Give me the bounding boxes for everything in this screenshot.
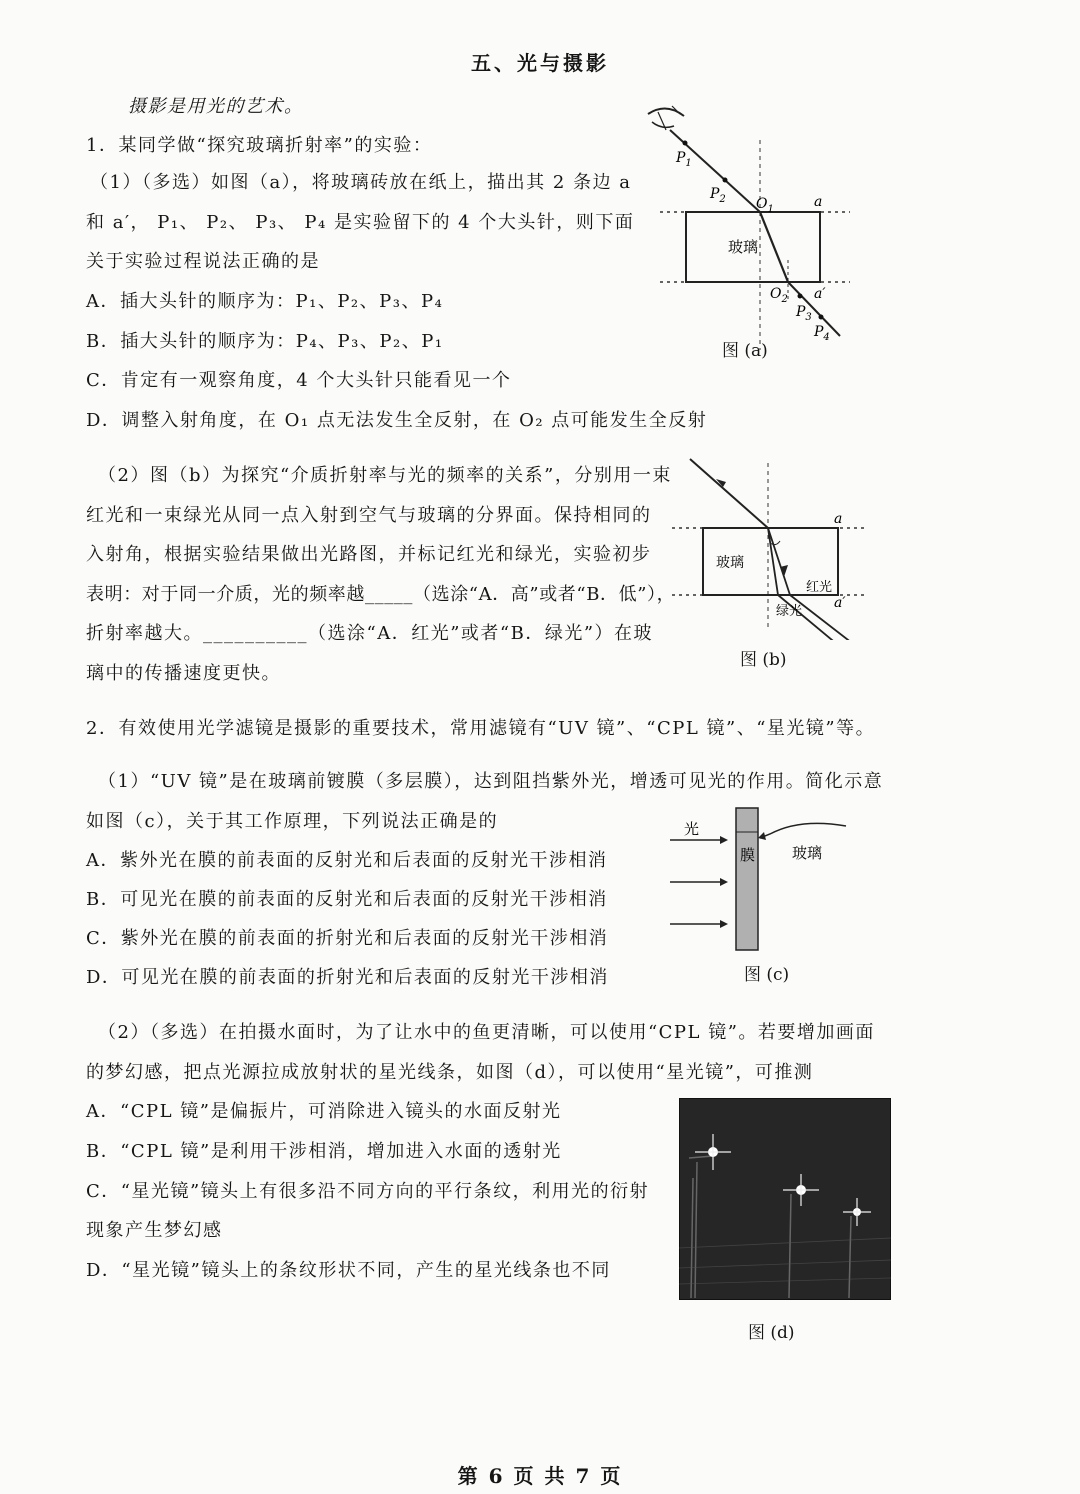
q2-stem: 2．有效使用光学滤镜是摄影的重要技术，常用滤镜有“UV 镜”、“CPL 镜”、“星光镜”等。 xyxy=(86,718,876,739)
q2-option-c2-line1: C．“星光镜”镜头上有很多沿不同方向的平行条纹，利用光的衍射 xyxy=(86,1181,650,1202)
q2-option-d: D．可见光在膜的前表面的折射光和后表面的反射光干涉相消 xyxy=(86,967,609,988)
q2-option-d2: D．“星光镜”镜头上的条纹形状不同，产生的星光线条也不同 xyxy=(86,1260,611,1281)
arrow-icon xyxy=(670,920,728,928)
intro-text: 摄影是用光的艺术。 xyxy=(128,96,304,117)
label-p3: P xyxy=(796,304,806,320)
figure-d-photo xyxy=(679,1098,891,1300)
svg-text:P3: $P_3$ xyxy=(796,304,812,323)
q2-option-a: A．紫外光在膜的前表面的反射光和后表面的反射光干涉相消 xyxy=(86,850,608,871)
svg-text:O1: $O_1$ xyxy=(756,196,774,215)
q1-part2-line4: 表明：对于同一介质，光的频率越_____（选涂“A．高”或者“B．低”）， xyxy=(86,584,676,605)
label-a-prime: a′ xyxy=(814,286,826,302)
label-glass-b: 玻璃 xyxy=(716,555,744,571)
q1-part1-line2: 和 a′， P₁、 P₂、 P₃、 P₄ 是实验留下的 4 个大头针，则下面 xyxy=(86,212,635,233)
q1-part2-line5: 折射率越大。__________（选涂“A．红光”或者“B．绿光”）在玻 xyxy=(86,623,654,644)
label-o2: O xyxy=(770,286,782,302)
svg-text:P1: $P_1$ xyxy=(676,150,692,169)
caption-figure-d: 图 (d) xyxy=(748,1323,795,1343)
q1-part1-line1: （1）（多选）如图（a），将玻璃砖放在纸上，描出其 2 条边 a xyxy=(90,172,632,193)
q1-stem: 1．某同学做“探究玻璃折射率”的实验： xyxy=(86,135,433,156)
label-glass-c: 玻璃 xyxy=(792,844,823,862)
page-title: 五、光与摄影 xyxy=(471,51,609,75)
svg-text:P2: $P_2$ xyxy=(710,186,726,205)
q2-part2-line1: （2）（多选）在拍摄水面时，为了让水中的鱼更清晰，可以使用“CPL 镜”。若要增加画面 xyxy=(98,1022,875,1043)
q1-part1-line3: 关于实验过程说法正确的是 xyxy=(86,251,320,272)
figure-b xyxy=(668,455,878,640)
figure-c xyxy=(660,800,860,960)
caption-figure-c: 图 (c) xyxy=(744,965,790,985)
q2-option-c: C．紫外光在膜的前表面的折射光和后表面的反射光干涉相消 xyxy=(86,928,609,949)
label-o1: O xyxy=(756,196,768,212)
label-glass: 玻璃 xyxy=(728,238,759,256)
q1-part2-line6: 璃中的传播速度更快。 xyxy=(86,663,281,684)
q2-option-a2: A．“CPL 镜”是偏振片，可消除进入镜头的水面反射光 xyxy=(86,1101,562,1122)
svg-text:O2: $O_2$ xyxy=(770,286,788,305)
eye-icon xyxy=(648,106,684,130)
q2-option-b2: B．“CPL 镜”是利用干涉相消，增加进入水面的透射光 xyxy=(86,1141,562,1162)
page-footer: 第 6 页 共 7 页 xyxy=(457,1464,623,1488)
q2-option-c2-line2: 现象产生梦幻感 xyxy=(86,1220,223,1241)
q2-part2-line2: 的梦幻感，把点光源拉成放射状的星光线条，如图（d），可以使用“星光镜”，可推测 xyxy=(86,1062,814,1083)
q1-part2-line2: 红光和一束绿光从同一点入射到空气与玻璃的分界面。保持相同的 xyxy=(86,505,652,526)
label-green-light: 绿光 xyxy=(776,604,803,619)
figure-a xyxy=(640,100,870,370)
q2-part1-line2: 如图（c），关于其工作原理，下列说法正确是的 xyxy=(86,811,499,832)
label-p4: P xyxy=(814,324,824,340)
q2-part1-line1: （1）“UV 镜”是在玻璃前镀膜（多层膜），达到阻挡紫外光，增透可见光的作用。简化示意 xyxy=(98,771,884,792)
label-p2: P xyxy=(710,186,720,202)
label-b-a: a xyxy=(834,511,843,527)
q1-option-a: A．插大头针的顺序为：P₁、P₂、P₃、P₄ xyxy=(86,291,444,312)
q1-option-d: D．调整入射角度，在 O₁ 点无法发生全反射，在 O₂ 点可能发生全反射 xyxy=(86,410,708,431)
q1-part2-line1: （2）图（b）为探究“介质折射率与光的频率的关系”，分别用一束 xyxy=(98,465,672,486)
film-layer xyxy=(736,808,758,950)
caption-figure-b: 图 (b) xyxy=(740,650,787,670)
label-b-a-prime: a′ xyxy=(834,595,846,611)
q1-part2-line3: 入射角，根据实验结果做出光路图，并标记红光和绿光，实验初步 xyxy=(86,544,652,565)
q2-option-b: B．可见光在膜的前表面的反射光和后表面的反射光干涉相消 xyxy=(86,889,608,910)
q1-option-b: B．插大头针的顺序为：P₄、P₃、P₂、P₁ xyxy=(86,331,444,352)
caption-figure-a: 图 (a) xyxy=(722,341,768,361)
svg-text:P4: $P_4$ xyxy=(814,324,830,343)
q1-option-c: C．肯定有一观察角度，4 个大头针只能看见一个 xyxy=(86,370,512,391)
arrow-icon xyxy=(670,878,728,886)
label-light: 光 xyxy=(684,820,700,838)
label-red-light: 红光 xyxy=(806,580,833,595)
label-film: 膜 xyxy=(740,846,756,864)
label-a: a xyxy=(814,194,823,210)
label-p1: P xyxy=(676,150,686,166)
